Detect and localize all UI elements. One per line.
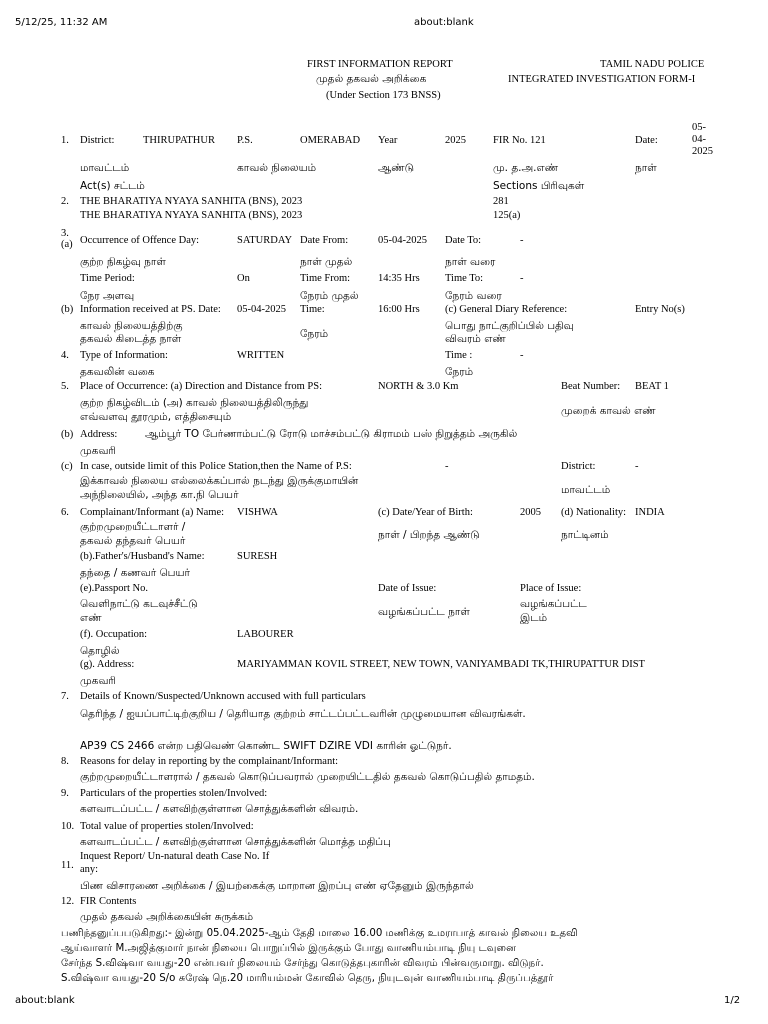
fir-label-tamil: மு. த.அ.எண்	[493, 162, 559, 174]
date-value-month: 04-	[692, 134, 706, 145]
year-label: Year	[378, 135, 398, 146]
date-from-value: 05-04-2025	[378, 235, 427, 246]
occupation-value: LABOURER	[237, 629, 294, 640]
act-name: THE BHARATIYA NYAYA SANHITA (BNS), 2023	[80, 210, 303, 221]
info-type-tamil: தகவலின் வகை	[80, 366, 155, 378]
occurrence-day-tamil: குற்ற நிகழ்வு நாள்	[80, 256, 166, 268]
outside-district-tamil: மாவட்டம்	[561, 484, 611, 496]
fir-contents-body: சேர்ந்த S.விஷ்வா வயது-20 என்பவர் நிலையம் சேர்ந்து கொடுத்தபுகாரின் விவரம் பின்வருமாறு. விடுநர்.	[61, 958, 544, 969]
complainant-name-tamil: குற்றமுறையீட்டாளர் /	[80, 521, 186, 533]
outside-limit-tamil: இக்காவல் நிலைய எல்லைக்கப்பால் நடந்து இருக்குமாயின்	[80, 475, 359, 487]
info-type-label: Type of Information:	[80, 350, 168, 361]
item-number: 7.	[61, 691, 69, 702]
ps-value: OMERABAD	[300, 135, 361, 146]
outside-district-value: -	[635, 461, 639, 472]
direction-distance-value: NORTH & 3.0 Km	[378, 381, 459, 392]
general-diary-label: (c) General Diary Reference:	[445, 304, 568, 315]
print-footer-url: about:blank	[15, 995, 75, 1006]
nationality-tamil: நாட்டினம்	[561, 529, 609, 541]
place-of-occurrence-label: Place of Occurrence: (a) Direction and Distance from PS:	[80, 381, 322, 392]
fir-contents-label: FIR Contents	[80, 896, 137, 907]
father-name-tamil: தந்தை / கணவர் பெயர்	[80, 567, 190, 579]
fir-contents-body: S.விஷ்வா வயது-20 S/o சுரேஷ் நெ.20 மாரியம்மன் கோவில் தெரு, நியுடவுன் வாணியம்பாடி திருப்பத்தூர்	[61, 973, 554, 984]
district-label-tamil: மாவட்டம்	[80, 162, 130, 174]
time-period-tamil: நேர அளவு	[80, 290, 135, 302]
beat-number-label: Beat Number:	[561, 381, 621, 392]
item-number: 1.	[61, 135, 69, 146]
date-to-value: -	[520, 235, 524, 246]
inquest-report-label: Inquest Report/ Un-natural death Case No. If	[80, 851, 270, 862]
year-value: 2025	[445, 135, 466, 146]
complainant-address-label: (g). Address:	[80, 659, 135, 670]
time-from-value: 14:35 Hrs	[378, 273, 420, 284]
issue-place-tamil: இடம்	[520, 612, 548, 624]
date-from-label: Date From:	[300, 235, 349, 246]
date-to-tamil: நாள் வரை	[445, 256, 496, 268]
info-time-value: 16:00 Hrs	[378, 304, 420, 315]
entry-number-label: Entry No(s)	[635, 304, 685, 315]
title-tamil: முதல் தகவல் அறிக்கை	[316, 73, 427, 85]
form-name: INTEGRATED INVESTIGATION FORM-I	[508, 74, 696, 85]
info-received-tamil: தகவல் கிடைத்த நாள்	[80, 333, 182, 345]
birth-year-label: (c) Date/Year of Birth:	[378, 507, 473, 518]
ps-label-tamil: காவல் நிலையம்	[237, 162, 317, 174]
fir-contents-tamil: முதல் தகவல் அறிக்கையின் சுருக்கம்	[80, 911, 254, 923]
occupation-label: (f). Occupation:	[80, 629, 148, 640]
info-time-tamil: நேரம்	[300, 328, 329, 340]
under-section: (Under Section 173 BNSS)	[326, 90, 441, 101]
accused-details-tamil: தெரிந்த / ஐயப்பாட்டிற்குறிய / தெரியாத குற்றம் சாட்டப்பட்டவரின் முழுமையான விவரங்கள்.	[80, 708, 526, 720]
item-number: 9.	[61, 788, 69, 799]
date-value-year: 2025	[692, 146, 713, 157]
district-label: District:	[80, 135, 115, 146]
time-period-value: On	[237, 273, 250, 284]
acts-label: Act(s) சட்டம்	[80, 180, 145, 192]
ps-label: P.S.	[237, 135, 253, 146]
item-number: 10.	[61, 821, 75, 832]
sub-item-number: (b)	[61, 304, 74, 315]
accused-details-value: AP39 CS 2466 என்ற பதிவெண் கொண்ட SWIFT DZIRE VDI காரின் ஓட்டுநர்.	[80, 740, 452, 752]
time-to-tamil: நேரம் வரை	[445, 290, 502, 302]
inquest-report-label: any:	[80, 864, 99, 875]
info-received-label: Information received at PS. Date:	[80, 304, 221, 315]
info-type-time-value: -	[520, 350, 524, 361]
item-number: 6.	[61, 507, 69, 518]
occurrence-address-label: Address:	[80, 429, 118, 440]
act-name: THE BHARATIYA NYAYA SANHITA (BNS), 2023	[80, 196, 303, 207]
occurrence-day-label: Occurrence of Offence Day:	[80, 235, 200, 246]
district-value: THIRUPATHUR	[143, 135, 215, 146]
complainant-name-label: Complainant/Informant (a) Name:	[80, 507, 225, 518]
print-page-title: about:blank	[414, 17, 474, 28]
time-from-tamil: நேரம் முதல்	[300, 290, 359, 302]
beat-number-value: BEAT 1	[635, 381, 669, 392]
info-type-time-tamil: நேரம்	[445, 366, 474, 378]
year-label-tamil: ஆண்டு	[378, 162, 415, 174]
item-number: 12.	[61, 896, 75, 907]
date-label-tamil: நாள்	[635, 162, 657, 174]
issue-place-label: Place of Issue:	[520, 583, 582, 594]
outside-limit-tamil: அந்நிலையில், அந்த கா.நி பெயர்	[80, 489, 239, 501]
delay-reason-label: Reasons for delay in reporting by the complainant/Informant:	[80, 756, 339, 767]
time-from-label: Time From:	[300, 273, 351, 284]
birth-year-tamil: நாள் / பிறந்த ஆண்டு	[378, 529, 480, 541]
accused-details-label: Details of Known/Suspected/Unknown accused with full particulars	[80, 691, 366, 702]
date-value-day: 05-	[692, 122, 706, 133]
stolen-properties-label: Particulars of the properties stolen/Involved:	[80, 788, 268, 799]
section-number: 125(a)	[493, 210, 521, 221]
sections-label: Sections பிரிவுகள்	[493, 180, 585, 192]
time-to-label: Time To:	[445, 273, 484, 284]
issue-place-tamil: வழங்கப்பட்ட	[520, 598, 587, 610]
info-received-tamil: காவல் நிலையத்திற்கு	[80, 320, 183, 332]
date-from-tamil: நாள் முதல்	[300, 256, 353, 268]
title-english: FIRST INFORMATION REPORT	[307, 59, 453, 70]
nationality-value: INDIA	[635, 507, 665, 518]
occupation-tamil: தொழில்	[80, 645, 120, 657]
delay-reason-tamil: குற்றமுறையீட்டாளரால் / தகவல் கொடுப்பவரால் முறையிட்டதில் தகவல் கொடுப்பதில் தாமதம்.	[80, 771, 535, 783]
outside-limit-label: In case, outside limit of this Police Station,then the Name of P.S:	[80, 461, 352, 472]
occurrence-address-tamil: முகவரி	[80, 445, 116, 457]
item-number: 4.	[61, 350, 69, 361]
item-number: 11.	[61, 860, 74, 871]
father-name-value: SURESH	[237, 551, 278, 562]
passport-tamil: வெளிநாட்டு கடவுச்சீட்டு	[80, 598, 198, 610]
place-of-occurrence-tamil: எவ்வளவு தூரமும், எத்திசையும்	[80, 411, 232, 423]
sub-item-number: (b)	[61, 429, 74, 440]
info-type-time-label: Time :	[445, 350, 473, 361]
issue-date-tamil: வழங்கப்பட்ட நாள்	[378, 606, 470, 618]
place-of-occurrence-tamil: குற்ற நிகழ்விடம் (அ) காவல் நிலையத்திலிருந்து	[80, 397, 309, 409]
fir-contents-body: ஆய்வாளர் M.அஜித்குமார் நான் நிலைய பொறுப்பில் இருக்கும் போது வாணியம்பாடி நியு டவுனை	[61, 943, 516, 954]
stolen-properties-tamil: களவாடப்பட்ட / களவிற்குள்ளான சொத்துக்களின் விவரம்.	[80, 803, 359, 815]
time-period-label: Time Period:	[80, 273, 135, 284]
sub-item-number: (a)	[61, 239, 73, 250]
sub-item-number: (c)	[61, 461, 73, 472]
info-type-value: WRITTEN	[237, 350, 285, 361]
section-number: 281	[493, 196, 509, 207]
complainant-name-tamil: தகவல் தந்தவர் பெயர்	[80, 535, 186, 547]
outside-district-label: District:	[561, 461, 596, 472]
police-name: TAMIL NADU POLICE	[600, 59, 705, 70]
item-number: 3.	[61, 228, 69, 239]
time-to-value: -	[520, 273, 524, 284]
issue-date-label: Date of Issue:	[378, 583, 437, 594]
date-label: Date:	[635, 135, 658, 146]
print-datetime: 5/12/25, 11:32 AM	[15, 17, 108, 28]
birth-year-value: 2005	[520, 507, 541, 518]
occurrence-address-value: ஆம்பூர் TO பேர்ணாம்பட்டு ரோடு மாச்சம்பட்டு கிராமம் பஸ் நிறுத்தம் அருகில்	[145, 428, 518, 440]
info-received-date: 05-04-2025	[237, 304, 286, 315]
fir-number: FIR No. 121	[493, 135, 546, 146]
beat-number-tamil: முறைக் காவல் எண்	[561, 405, 656, 417]
passport-tamil: எண்	[80, 612, 102, 624]
general-diary-tamil: விவரம் எண்	[445, 333, 506, 345]
date-to-label: Date To:	[445, 235, 482, 246]
father-name-label: (b).Father's/Husband's Name:	[80, 551, 205, 562]
nationality-label: (d) Nationality:	[561, 507, 627, 518]
complainant-name-value: VISHWA	[237, 507, 278, 518]
total-value-label: Total value of properties stolen/Involved:	[80, 821, 254, 832]
fir-contents-body: பணிந்தனுப்பபடுகிறது:- இன்று 05.04.2025-ஆம் தேதி மாலை 16.00 மணிக்கு உமராபாத் காவல் நிலைய உதவி	[61, 928, 578, 939]
total-value-tamil: களவாடப்பட்ட / களவிற்குள்ளான சொத்துக்களின் மொத்த மதிப்பு	[80, 836, 391, 848]
item-number: 8.	[61, 756, 69, 767]
general-diary-tamil: பொது நாட்குறிப்பில் பதிவு	[445, 320, 574, 332]
outside-limit-value: -	[445, 461, 449, 472]
occurrence-day-value: SATURDAY	[237, 235, 293, 246]
complainant-address-tamil: முகவரி	[80, 675, 116, 687]
passport-label: (e).Passport No.	[80, 583, 148, 594]
inquest-report-tamil: பிண விசாரணை அறிக்கை / இயற்கைக்கு மாறான இறப்பு எண் ஏதேனும் இருந்தால்	[80, 880, 474, 892]
print-page-number: 1/2	[724, 995, 741, 1006]
item-number: 2.	[61, 196, 69, 207]
complainant-address-value: MARIYAMMAN KOVIL STREET, NEW TOWN, VANIYAMBADI TK,THIRUPATTUR DIST	[237, 659, 645, 670]
item-number: 5.	[61, 381, 69, 392]
info-time-label: Time:	[300, 304, 325, 315]
